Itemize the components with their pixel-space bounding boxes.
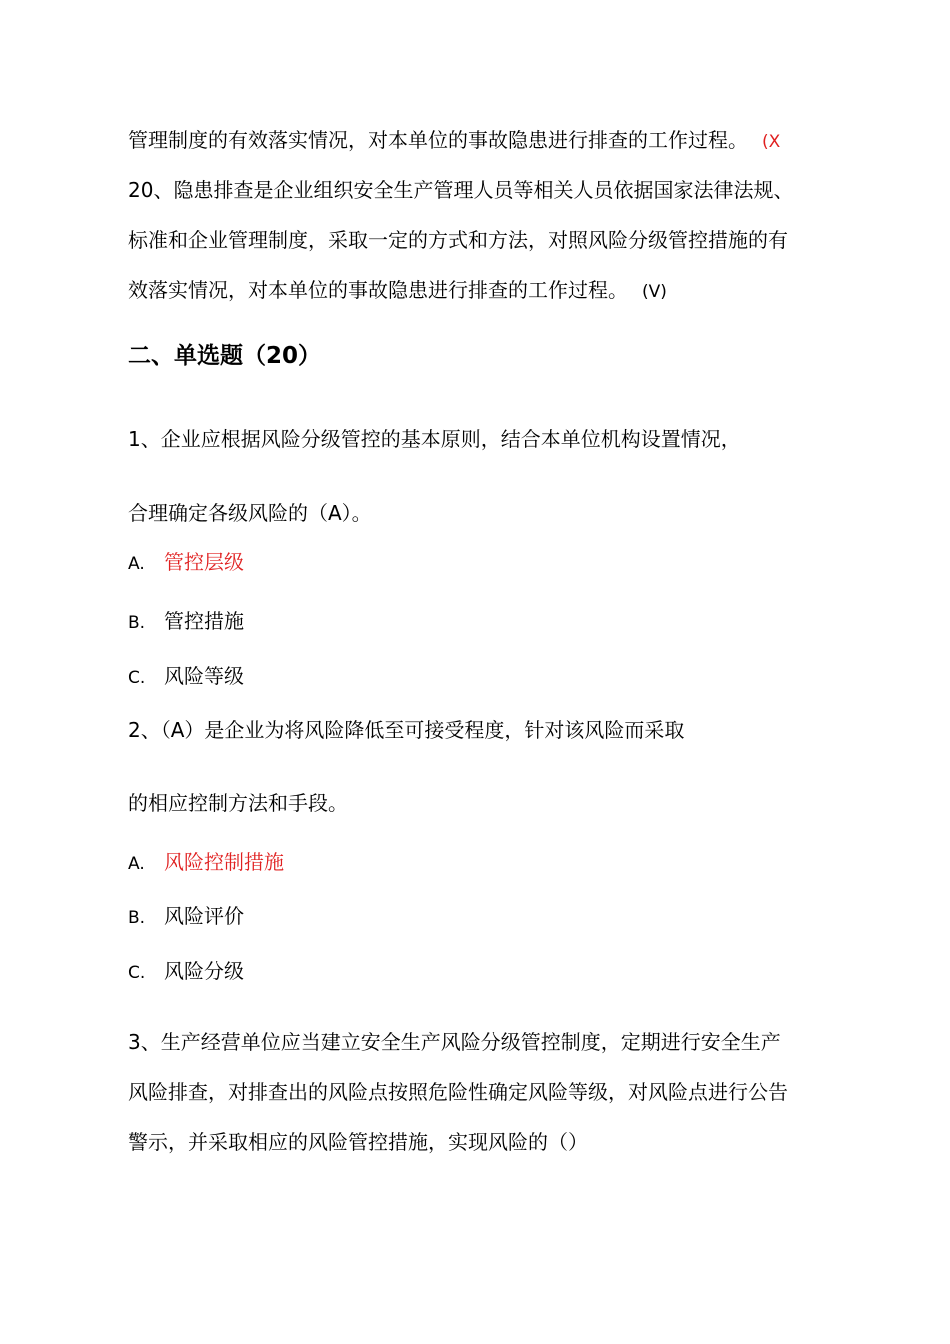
tf-q19-answer: (X	[762, 132, 781, 152]
section-heading: 二、单选题（20）	[128, 343, 322, 369]
tf-q20-line-2: 标准和企业管理制度，采取一定的方式和方法，对照风险分级管控措施的有	[128, 228, 788, 252]
q2-line-1: 2、（A）是企业为将风险降低至可接受程度，针对该风险而采取	[128, 718, 685, 742]
tf-q20-line-3	[128, 277, 667, 305]
option-letter: C.	[128, 963, 146, 983]
q3-line-3: 警示，并采取相应的风险管控措施，实现风险的（）	[128, 1130, 588, 1154]
option-text: 风险等级	[164, 664, 244, 688]
q1-line-2: 合理确定各级风险的（A）。	[128, 501, 372, 525]
tf-q19-line	[128, 127, 780, 155]
tf-q20-text: 效落实情况，对本单位的事故隐患进行排查的工作过程。	[128, 278, 628, 302]
q2-line-2: 的相应控制方法和手段。	[128, 791, 348, 815]
q1-option-a	[128, 549, 244, 577]
option-text: 风险控制措施	[164, 850, 284, 874]
q1-option-b	[128, 608, 244, 636]
option-letter: C.	[128, 668, 146, 688]
option-letter: A.	[128, 854, 145, 874]
q1-line-1: 1、企业应根据风险分级管控的基本原则，结合本单位机构设置情况，	[128, 427, 741, 451]
q1-option-c	[128, 663, 244, 691]
q2-option-b	[128, 903, 244, 931]
option-text: 风险评价	[164, 904, 244, 928]
q2-option-a	[128, 849, 284, 877]
q2-option-c	[128, 958, 244, 986]
option-letter: B.	[128, 613, 146, 633]
option-letter: A.	[128, 554, 145, 574]
option-text: 管控措施	[164, 609, 244, 633]
option-text: 风险分级	[164, 959, 244, 983]
tf-q19-text: 管理制度的有效落实情况，对本单位的事故隐患进行排查的工作过程。	[128, 128, 748, 152]
option-letter: B.	[128, 908, 146, 928]
q3-line-1: 3、生产经营单位应当建立安全生产风险分级管控制度，定期进行安全生产	[128, 1030, 781, 1054]
tf-q20-answer: (V)	[642, 282, 667, 302]
tf-q20-line-1: 20、隐患排查是企业组织安全生产管理人员等相关人员依据国家法律法规、	[128, 178, 794, 202]
q3-line-2: 风险排查，对排查出的风险点按照危险性确定风险等级，对风险点进行公告	[128, 1080, 788, 1104]
option-text: 管控层级	[164, 550, 244, 574]
